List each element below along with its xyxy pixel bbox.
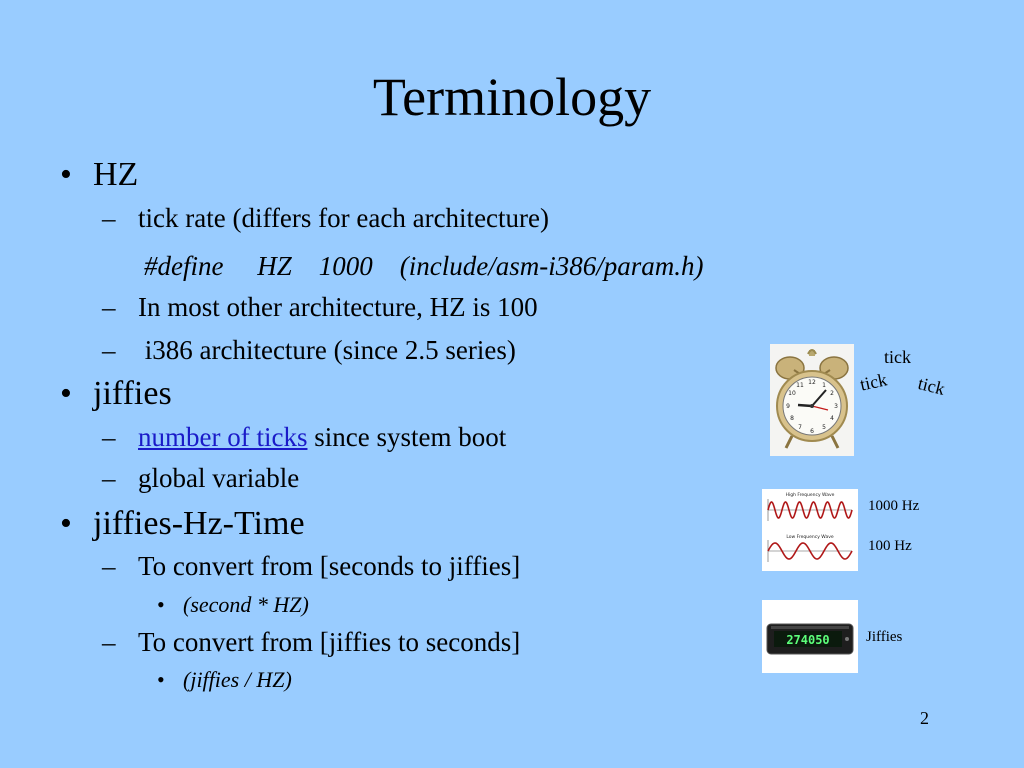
alarm-clock-icon <box>770 344 854 456</box>
svg-text:5: 5 <box>822 424 826 431</box>
sub-bullet-text: In most other architecture, HZ is 100 <box>138 292 538 322</box>
page-number: 2 <box>920 708 929 728</box>
sub-bullet-other-arch <box>102 291 538 323</box>
sine-wave-icon <box>762 489 858 571</box>
tick-label-top: tick <box>884 347 911 367</box>
svg-text:9: 9 <box>786 403 790 410</box>
sub-bullet-number-of-ticks <box>102 421 506 453</box>
dash-marker: – <box>102 292 116 322</box>
alarm-clock-image <box>770 344 854 456</box>
formula-text: (second * HZ) <box>183 592 309 617</box>
svg-text:2: 2 <box>830 390 834 397</box>
svg-text:6: 6 <box>810 428 814 435</box>
sub-bullet-text: i386 architecture (since 2.5 series) <box>138 335 516 365</box>
wave-low-caption: Low Frequency Wave <box>786 535 834 540</box>
sub-bullet-tick-rate <box>102 202 549 234</box>
sub-bullet-seconds-to-jiffies <box>102 550 520 582</box>
frequency-waves-image <box>762 489 858 571</box>
sub-bullet-text: since system boot <box>307 422 507 452</box>
dash-marker: – <box>102 463 116 493</box>
bullet-text: jiffies-Hz-Time <box>93 505 305 542</box>
svg-text:4: 4 <box>830 415 834 422</box>
svg-text:11: 11 <box>796 382 804 389</box>
sub-bullet-global-variable <box>102 462 299 494</box>
bullet-text: HZ <box>93 156 139 193</box>
svg-text:8: 8 <box>790 415 794 422</box>
formula-jiffies-div-hz <box>157 667 292 693</box>
sub-bullet-text: To convert from [seconds to jiffies] <box>138 551 521 581</box>
sub-bullet-text: To convert from [jiffies to seconds] <box>138 627 521 657</box>
bullet-marker: • <box>60 156 72 193</box>
bullet-marker: • <box>157 667 165 692</box>
svg-text:10: 10 <box>788 390 796 397</box>
dash-marker: – <box>102 551 116 581</box>
dash-marker: – <box>102 422 116 452</box>
number-of-ticks-link[interactable]: number of ticks <box>138 422 308 452</box>
svg-text:1: 1 <box>822 382 826 389</box>
dash-marker: – <box>102 203 116 233</box>
bullet-text: jiffies <box>93 375 172 412</box>
slide-title: Terminology <box>372 67 652 127</box>
label-jiffies: Jiffies <box>866 629 903 645</box>
bullet-marker: • <box>157 592 165 617</box>
label-1000-hz: 1000 Hz <box>868 498 920 514</box>
bullet-hz <box>60 155 138 195</box>
bullet-marker: • <box>60 505 72 542</box>
bullet-jiffies-hz-time <box>60 504 305 544</box>
formula-text: (jiffies / HZ) <box>183 667 292 692</box>
sub-bullet-jiffies-to-seconds <box>102 626 520 658</box>
dash-marker: – <box>102 335 116 365</box>
dash-marker: – <box>102 627 116 657</box>
formula-second-times-hz <box>157 592 309 618</box>
tick-label-right: tick <box>915 373 948 399</box>
digital-counter-image <box>762 600 858 673</box>
svg-text:7: 7 <box>798 424 802 431</box>
bullet-jiffies <box>60 374 172 414</box>
sub-bullet-i386-arch <box>102 334 516 366</box>
counter-reading: 274050 <box>786 633 830 647</box>
sub-bullet-text: global variable <box>138 463 300 493</box>
tick-label-left: tick <box>858 369 889 395</box>
sub-bullet-text: tick rate (differs for each architecture) <box>138 203 549 233</box>
svg-text:3: 3 <box>834 403 838 410</box>
label-100-hz: 100 Hz <box>868 538 912 554</box>
define-line: #define HZ 1000 (include/asm-i386/param.h) <box>144 251 704 281</box>
digital-counter-icon <box>762 600 858 673</box>
svg-text:12: 12 <box>808 379 816 386</box>
wave-high-caption: High Frequency Wave <box>785 493 835 498</box>
bullet-marker: • <box>60 375 72 412</box>
